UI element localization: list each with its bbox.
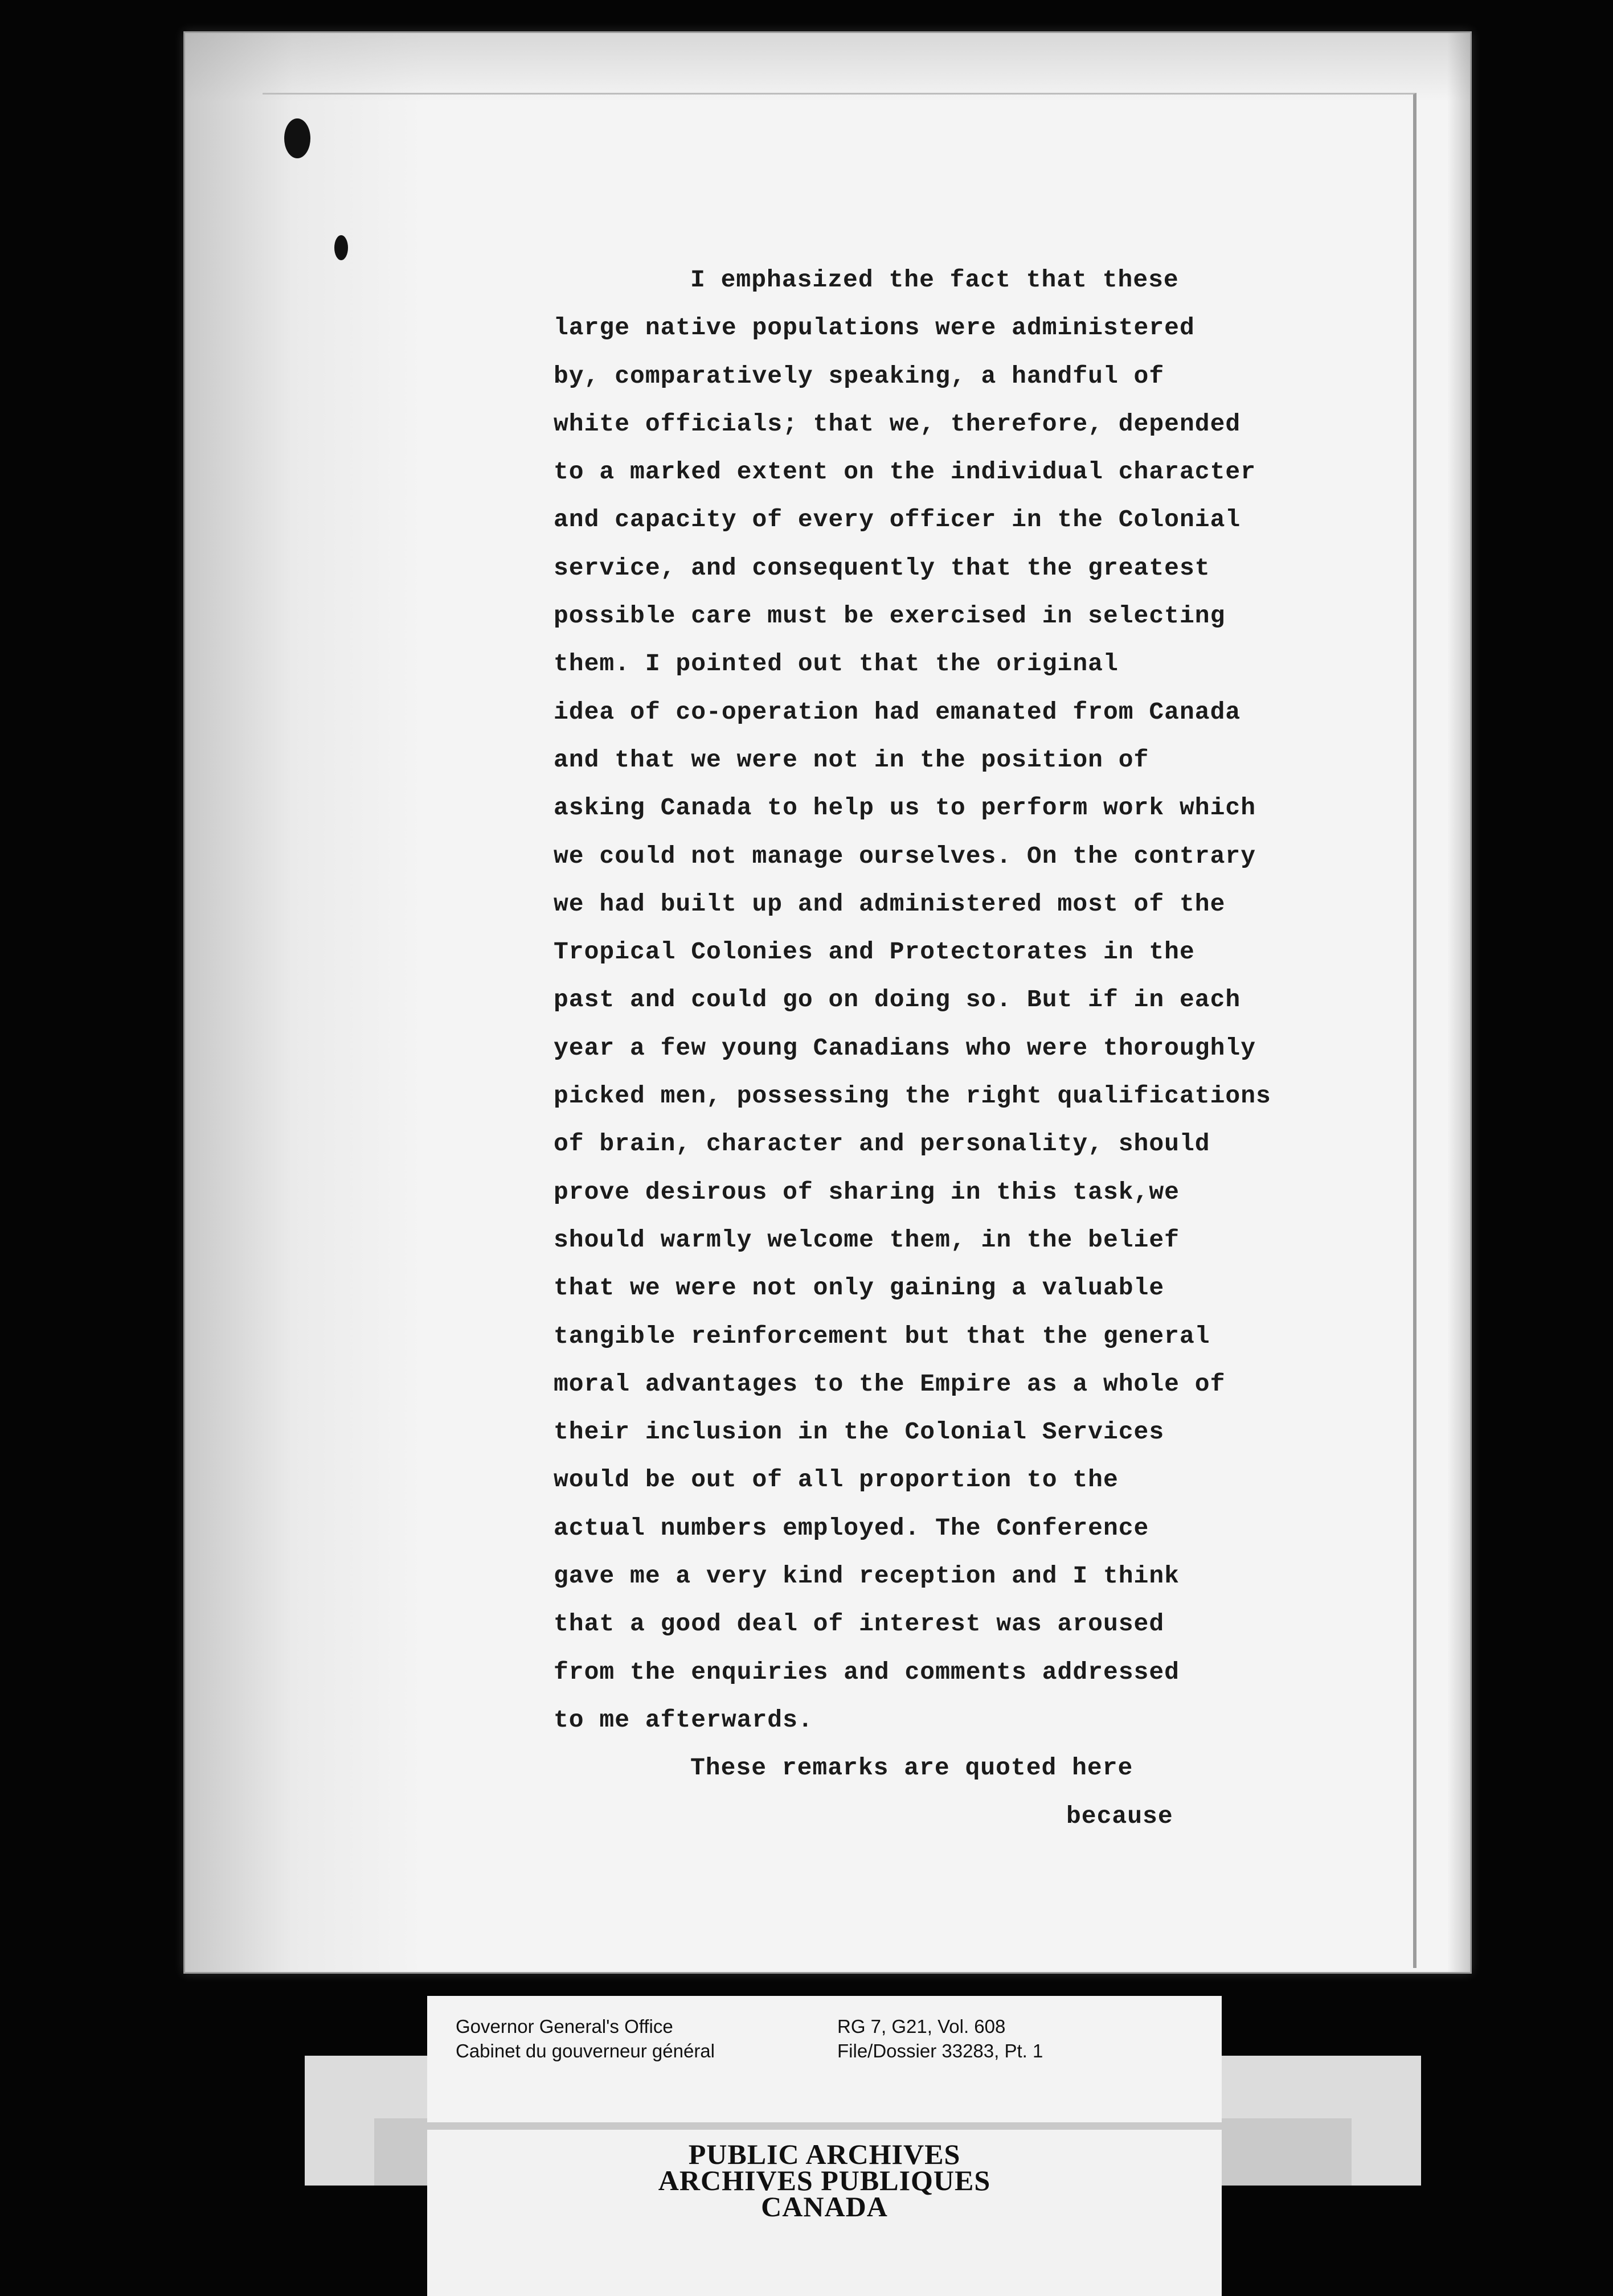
text-line: service, and consequently that the greatest — [554, 554, 1210, 582]
text-line: I emphasized the fact that these — [690, 266, 1179, 294]
text-line: actual numbers employed. The Conference — [554, 1514, 1149, 1542]
record-group: RG 7, G21, Vol. 608 — [837, 2016, 1006, 2037]
office-name-fr: Cabinet du gouverneur général — [456, 2040, 715, 2061]
text-line: that a good deal of interest was aroused — [554, 1610, 1165, 1638]
office-names — [456, 2014, 715, 2063]
text-line: from the enquiries and comments addressed — [554, 1658, 1180, 1686]
stamp-line-fr: ARCHIVES PUBLIQUES — [658, 2164, 991, 2196]
text-line: tangible reinforcement but that the general — [554, 1322, 1210, 1350]
stamp-line-country: CANADA — [761, 2191, 888, 2223]
text-line: Tropical Colonies and Protectorates in the — [554, 938, 1195, 966]
text-line: to me afterwards. — [554, 1705, 813, 1734]
text-line: we could not manage ourselves. On the contrary — [554, 842, 1256, 870]
catchword: because — [1066, 1802, 1173, 1830]
text-line: would be out of all proportion to the — [554, 1466, 1119, 1494]
text-line: picked men, possessing the right qualifications — [554, 1082, 1271, 1110]
text-line: prove desirous of sharing in this task,we — [554, 1178, 1180, 1206]
office-name-en: Governor General's Office — [456, 2016, 673, 2037]
text-line: and capacity of every officer in the Colonial — [554, 506, 1241, 534]
text-line: their inclusion in the Colonial Services — [554, 1418, 1165, 1446]
text-line: year a few young Canadians who were thoroughly — [554, 1034, 1256, 1062]
text-line: moral advantages to the Empire as a whole of — [554, 1370, 1226, 1398]
text-line: These remarks are quoted here — [690, 1754, 1133, 1782]
text-line: that we were not only gaining a valuable — [554, 1274, 1165, 1302]
archive-reference-label — [427, 1996, 1222, 2122]
archive-stamp — [427, 2130, 1222, 2296]
text-line: should warmly welcome them, in the belief — [554, 1225, 1180, 1254]
text-line: possible care must be exercised in selecting — [554, 602, 1226, 630]
typed-text-block — [554, 256, 1442, 1840]
text-line: idea of co-operation had emanated from Canada — [554, 698, 1241, 726]
text-line: to a marked extent on the individual character — [554, 458, 1256, 486]
punch-hole-mark — [284, 118, 310, 158]
text-line: of brain, character and personality, should — [554, 1130, 1210, 1158]
text-line: large native populations were administered — [554, 314, 1195, 342]
text-line: gave me a very kind reception and I think — [554, 1562, 1180, 1590]
punch-hole-mark — [334, 235, 348, 260]
text-line: by, comparatively speaking, a handful of — [554, 362, 1165, 390]
text-line: we had built up and administered most of the — [554, 889, 1226, 918]
text-line: white officials; that we, therefore, depended — [554, 409, 1241, 438]
page-top-shadow — [185, 33, 1470, 101]
file-reference — [837, 2014, 1043, 2063]
file-number: File/Dossier 33283, Pt. 1 — [837, 2040, 1043, 2061]
text-line: asking Canada to help us to perform work which — [554, 794, 1256, 822]
text-line: them. I pointed out that the original — [554, 650, 1119, 678]
stamp-line-en: PUBLIC ARCHIVES — [688, 2138, 961, 2170]
page-right-edge — [1447, 33, 1470, 1972]
text-line: and that we were not in the position of — [554, 745, 1149, 774]
text-line: past and could go on doing so. But if in each — [554, 986, 1241, 1014]
